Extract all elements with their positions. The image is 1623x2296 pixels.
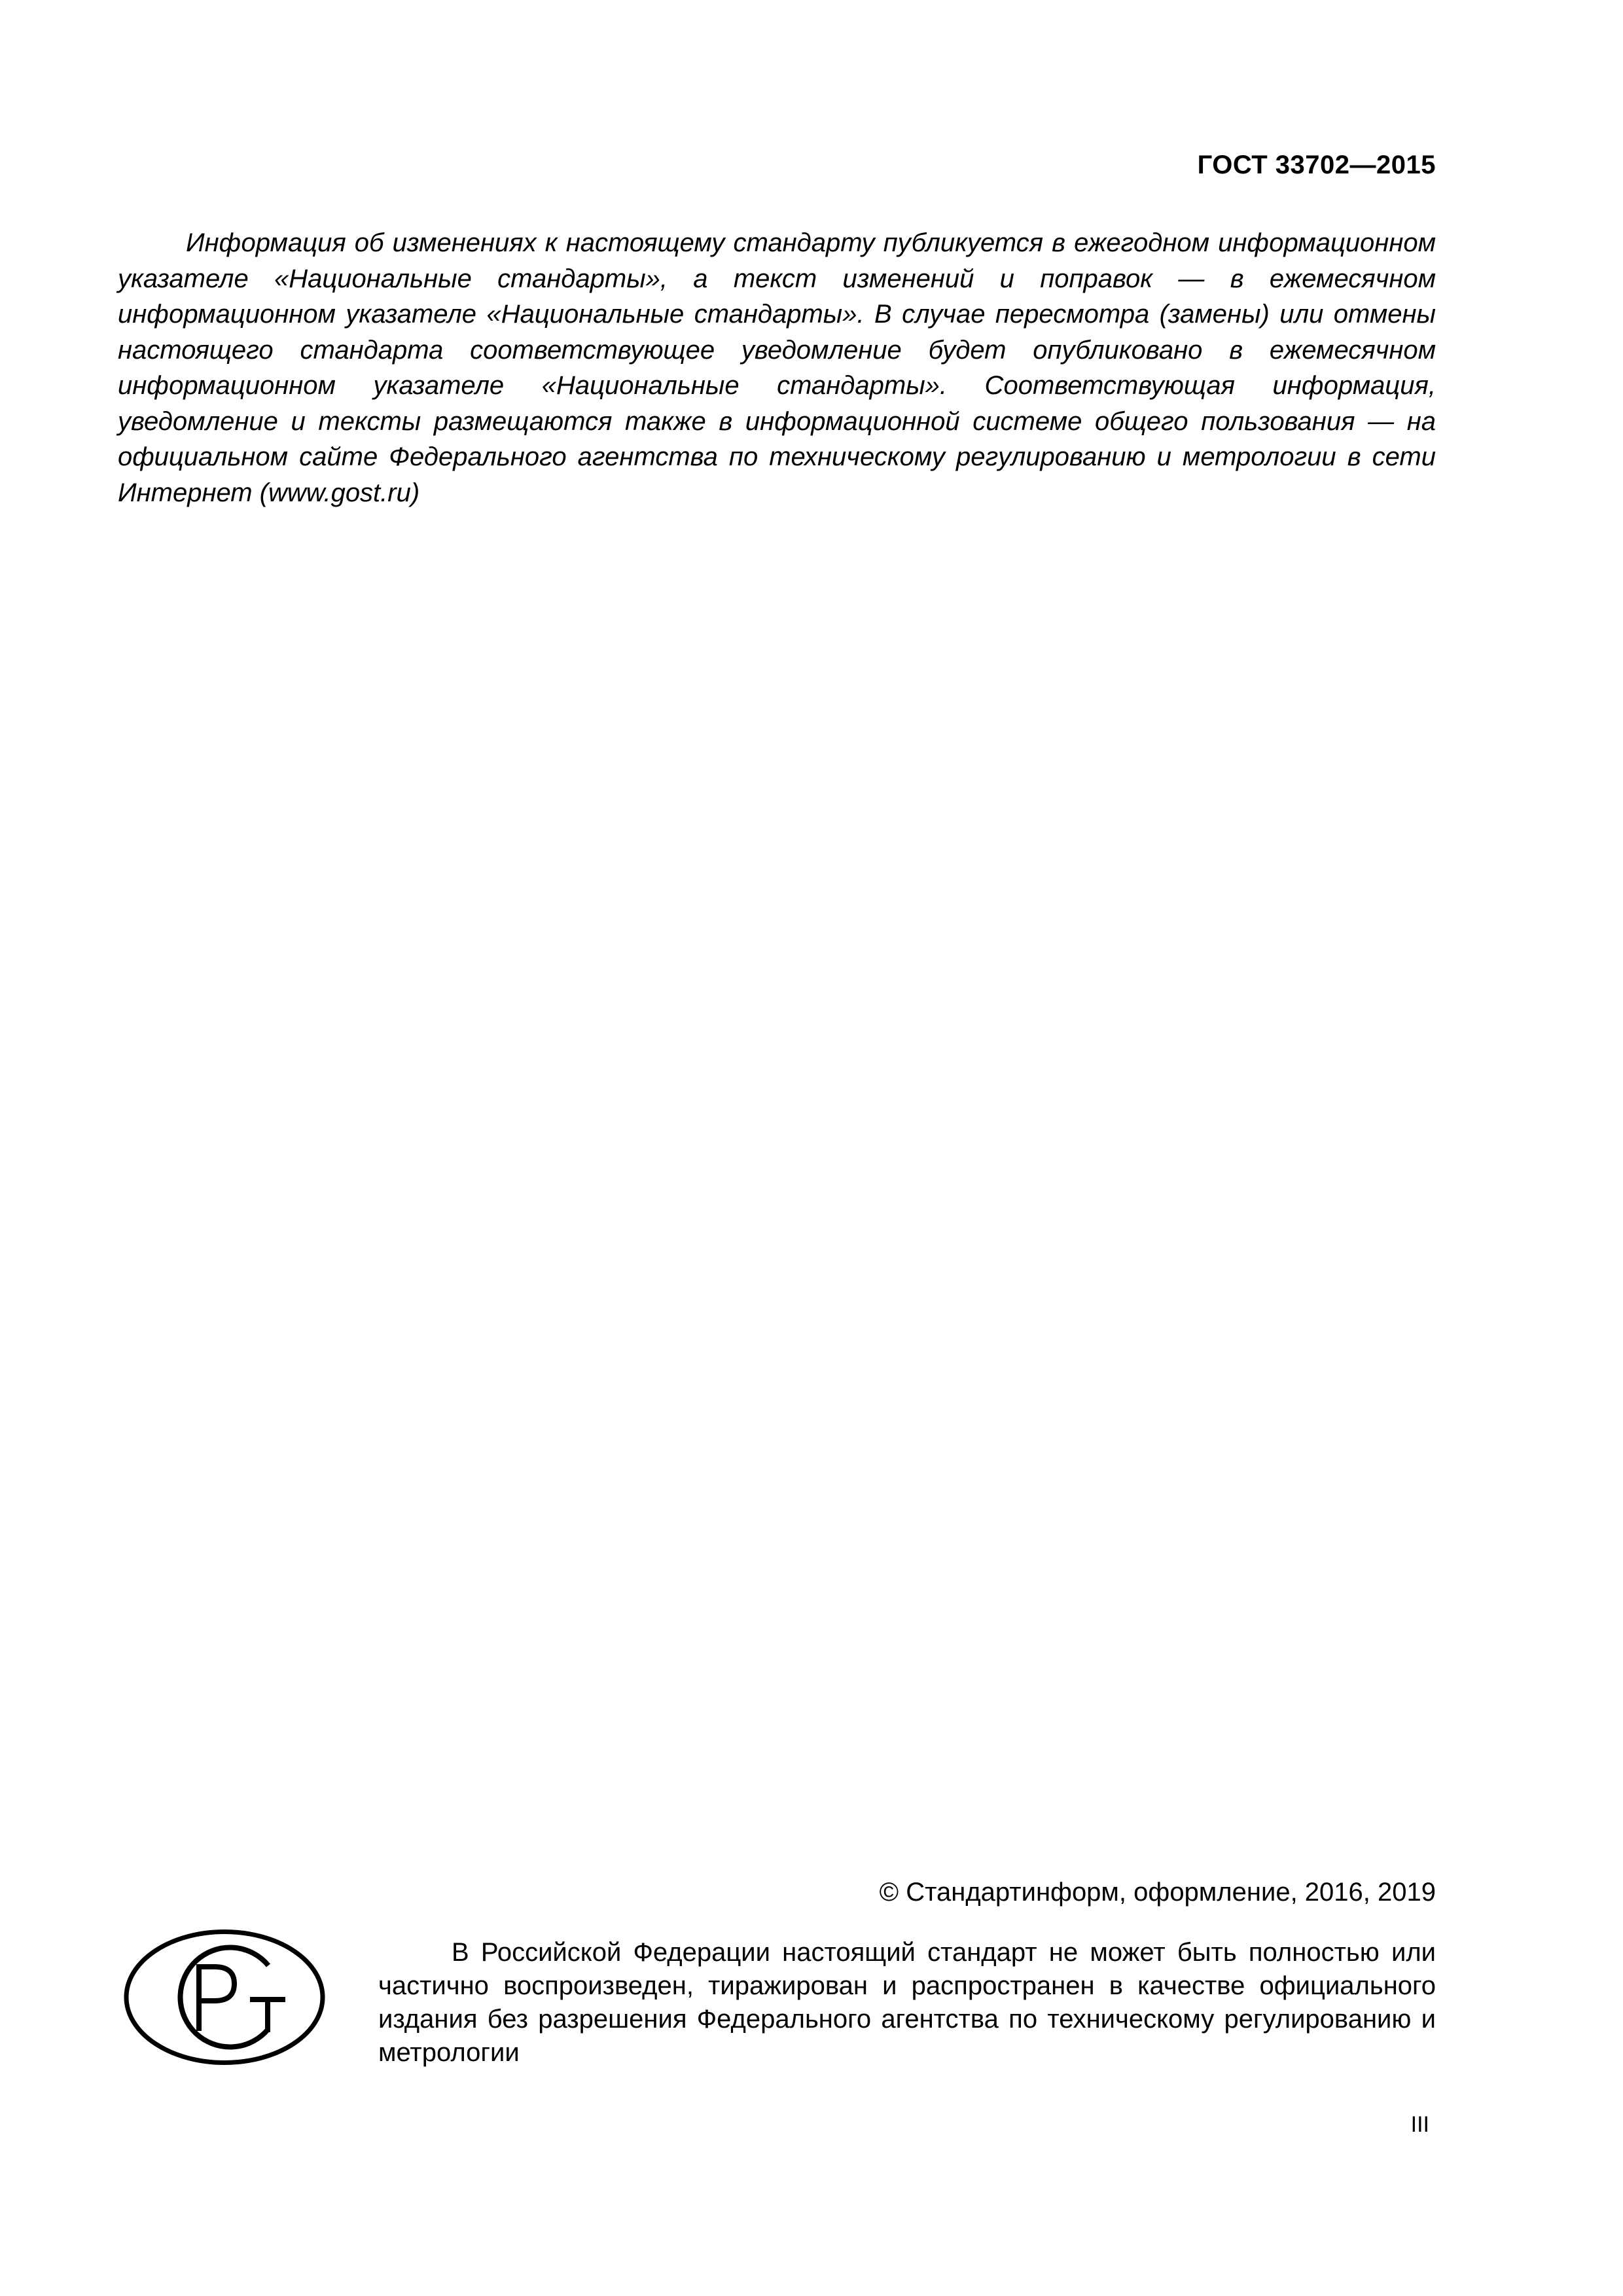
page-number: III (1410, 2112, 1429, 2137)
document-code: ГОСТ 33702—2015 (1197, 151, 1436, 179)
amendments-info-paragraph: Информация об изменениях к настоящему стандарту публикуется в ежегодном информационном указателе «Национальные стандарты», а текст изменений и поправок — в ежемесячном информационном указателе «Национальные стандарты». В случае пересмотра (замены) или отмены настоящего стандарта соответствующее уведомление будет опубликовано в ежемесячном информационном указателе «Национальные стандарты». Соответствующая информация, уведомление и тексты размещаются также в информационной системе общего пользования — на официальном сайте Федерального агентства по техническому регулированию и метрологии в сети Интернет (www.gost.ru) (118, 228, 1436, 507)
reproduction-rights-paragraph: В Российской Федерации настоящий стандарт не может быть полностью или частично воспроизведен, тиражирован и распространен в качестве официального издания без разрешения Федерального агентства по техническому регулированию и метрологии (378, 1938, 1436, 2067)
rst-logo-icon (122, 1928, 327, 2067)
copyright-notice: © Стандартинформ, оформление, 2016, 2019 (879, 1878, 1436, 1907)
